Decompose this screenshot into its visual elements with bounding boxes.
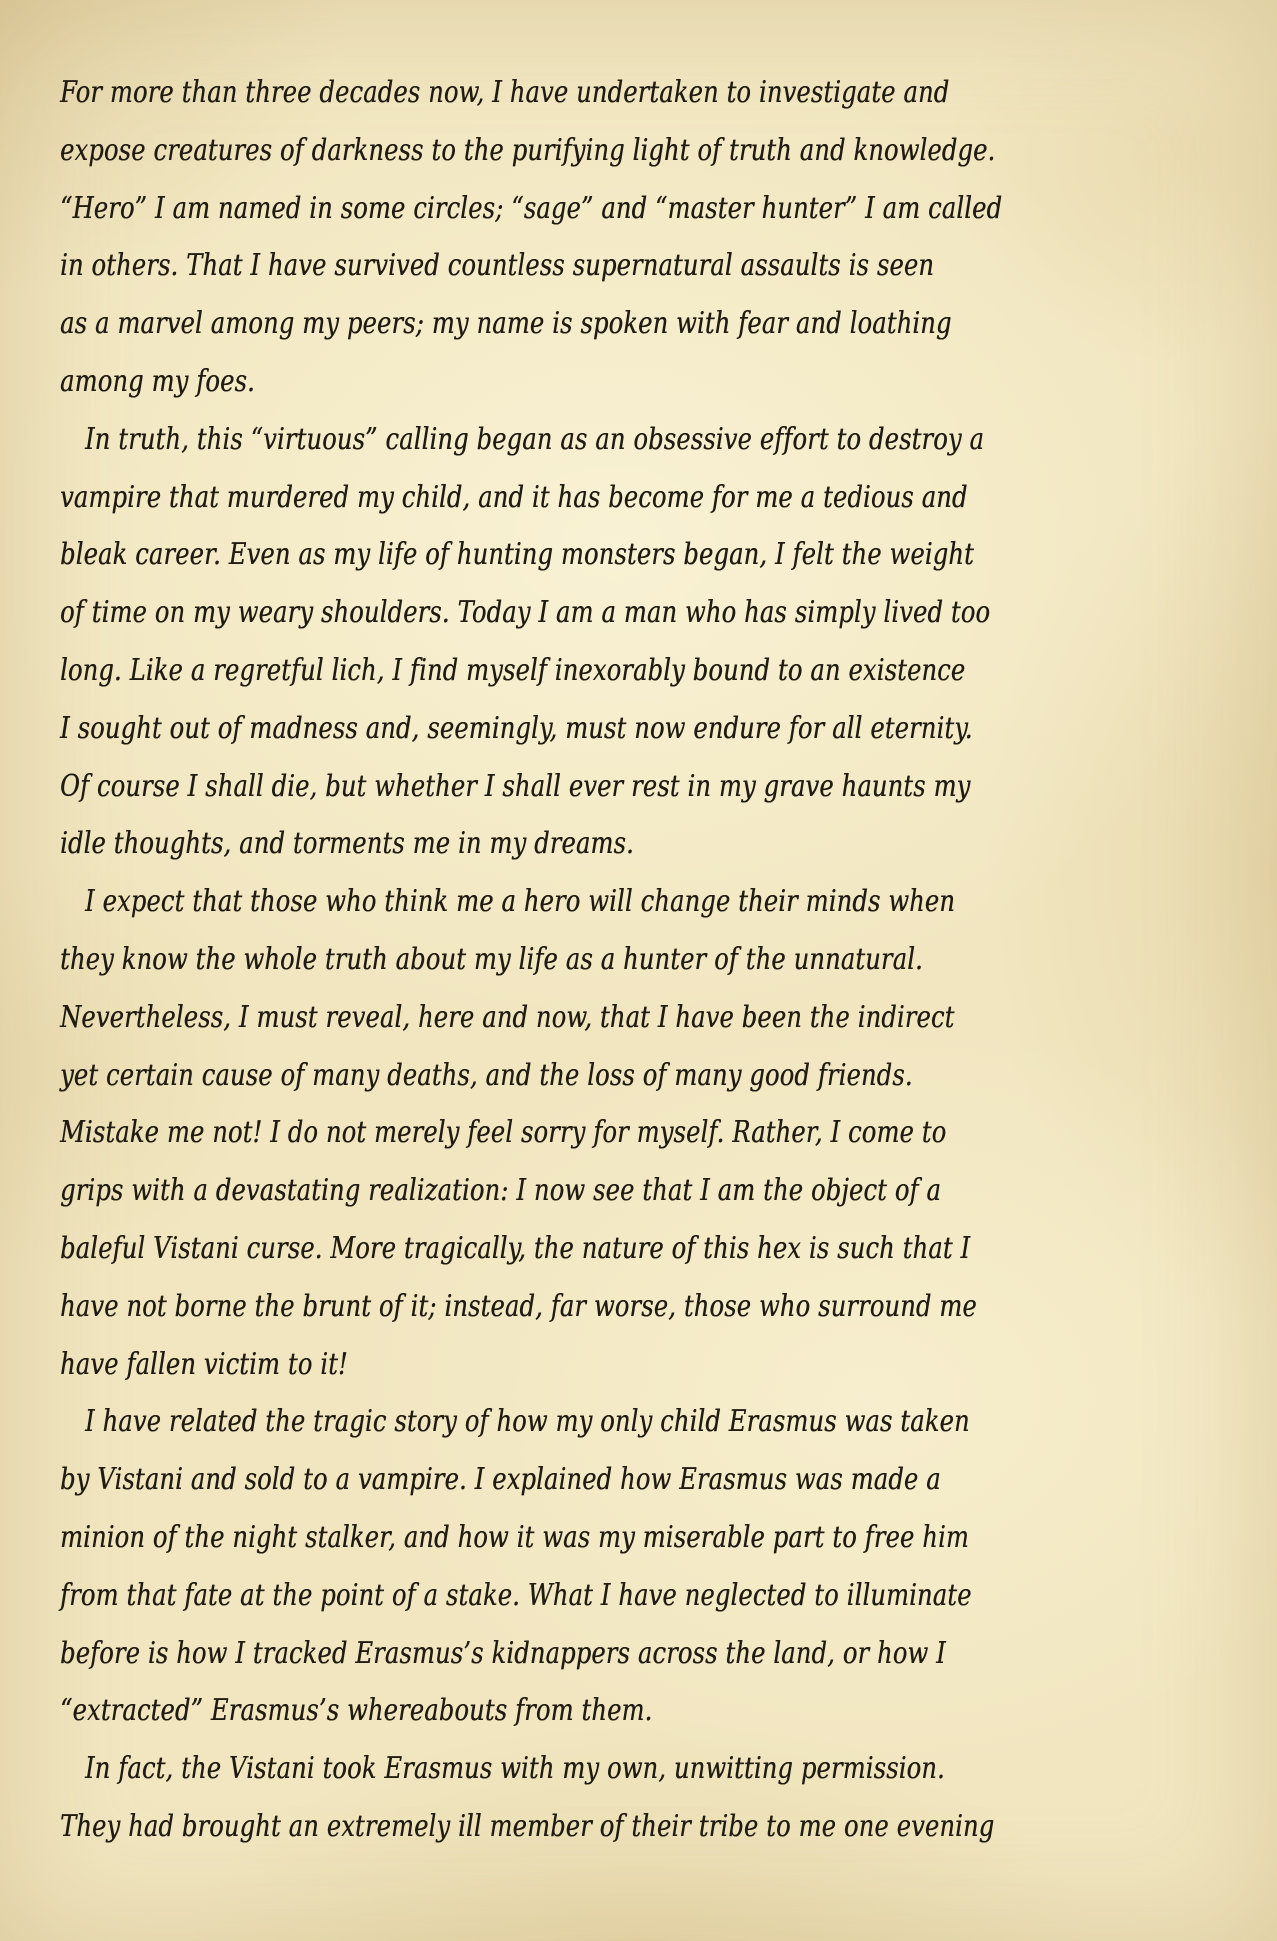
text-line: Nevertheless, I must reveal, here and now, that I have been the indirect [60,999,955,1035]
paragraph [60,411,994,873]
text-line: have not borne the brunt of it; instead, far worse, those who surround me [60,1288,977,1324]
text-line: idle thoughts, and torments me in my dreams. [60,826,634,862]
text-line: they know the whole truth about my life as a hunter of the unnatural. [60,941,923,977]
page-text [60,64,1003,1856]
text-line: “extracted” Erasmus’s whereabouts from them. [60,1693,653,1729]
paragraph [60,1393,994,1740]
text-line: In fact, the Vistani took Erasmus with my own, unwitting permission. [84,1751,945,1787]
text-line: I sought out of madness and, seemingly, must now endure for all eternity. [60,710,973,746]
text-line: Of course I shall die, but whether I shall ever rest in my grave haunts my [60,768,971,804]
text-line: in others. That I have survived countless supernatural assaults is seen [60,248,935,284]
text-line: long. Like a regretful lich, I find myself inexorably bound to an existence [60,652,966,688]
text-line: I have related the tragic story of how my only child Erasmus was taken [84,1404,970,1440]
text-line: before is how I tracked Erasmus’s kidnappers across the land, or how I [60,1635,946,1671]
text-line: In truth, this “virtuous” calling began as an obsessive effort to destroy a [84,421,985,457]
text-line: Mistake me not! I do not merely feel sorry for myself. Rather, I come to [60,1115,947,1151]
text-line: have fallen victim to it! [60,1346,348,1382]
text-line: by Vistani and sold to a vampire. I explained how Erasmus was made a [60,1462,941,1498]
text-line: For more than three decades now, I have undertaken to investigate and [60,75,950,110]
text-line: yet certain cause of many deaths, and the loss of many good friends. [60,1057,913,1093]
text-line: “Hero” I am named in some circles; “sage” and “master hunter” I am called [60,190,1003,226]
text-line: grips with a devastating realization: I now see that I am the object of a [60,1173,941,1209]
text-line: among my foes. [60,363,255,399]
paragraph [60,1740,994,1856]
paragraph [60,64,1003,411]
text-line: of time on my weary shoulders. Today I am a man who has simply lived too [60,595,991,631]
text-line: I expect that those who think me a hero will change their minds when [84,884,955,920]
text-line: baleful Vistani curse. More tragically, the nature of this hex is such that I [60,1230,971,1266]
paragraph [60,873,994,1393]
text-line: as a marvel among my peers; my name is spoken with fear and loathing [60,306,952,342]
text-line: expose creatures of darkness to the purifying light of truth and knowledge. [60,132,996,168]
text-line: from that fate at the point of a stake. What I have neglected to illuminate [60,1577,972,1613]
text-line: bleak career. Even as my life of hunting monsters began, I felt the weight [60,537,974,573]
text-line: vampire that murdered my child, and it has become for me a tedious and [60,479,968,515]
text-line: minion of the night stalker, and how it was my miserable part to free him [60,1519,969,1555]
text-line: They had brought an extremely ill member of their tribe to me one evening [60,1808,995,1844]
